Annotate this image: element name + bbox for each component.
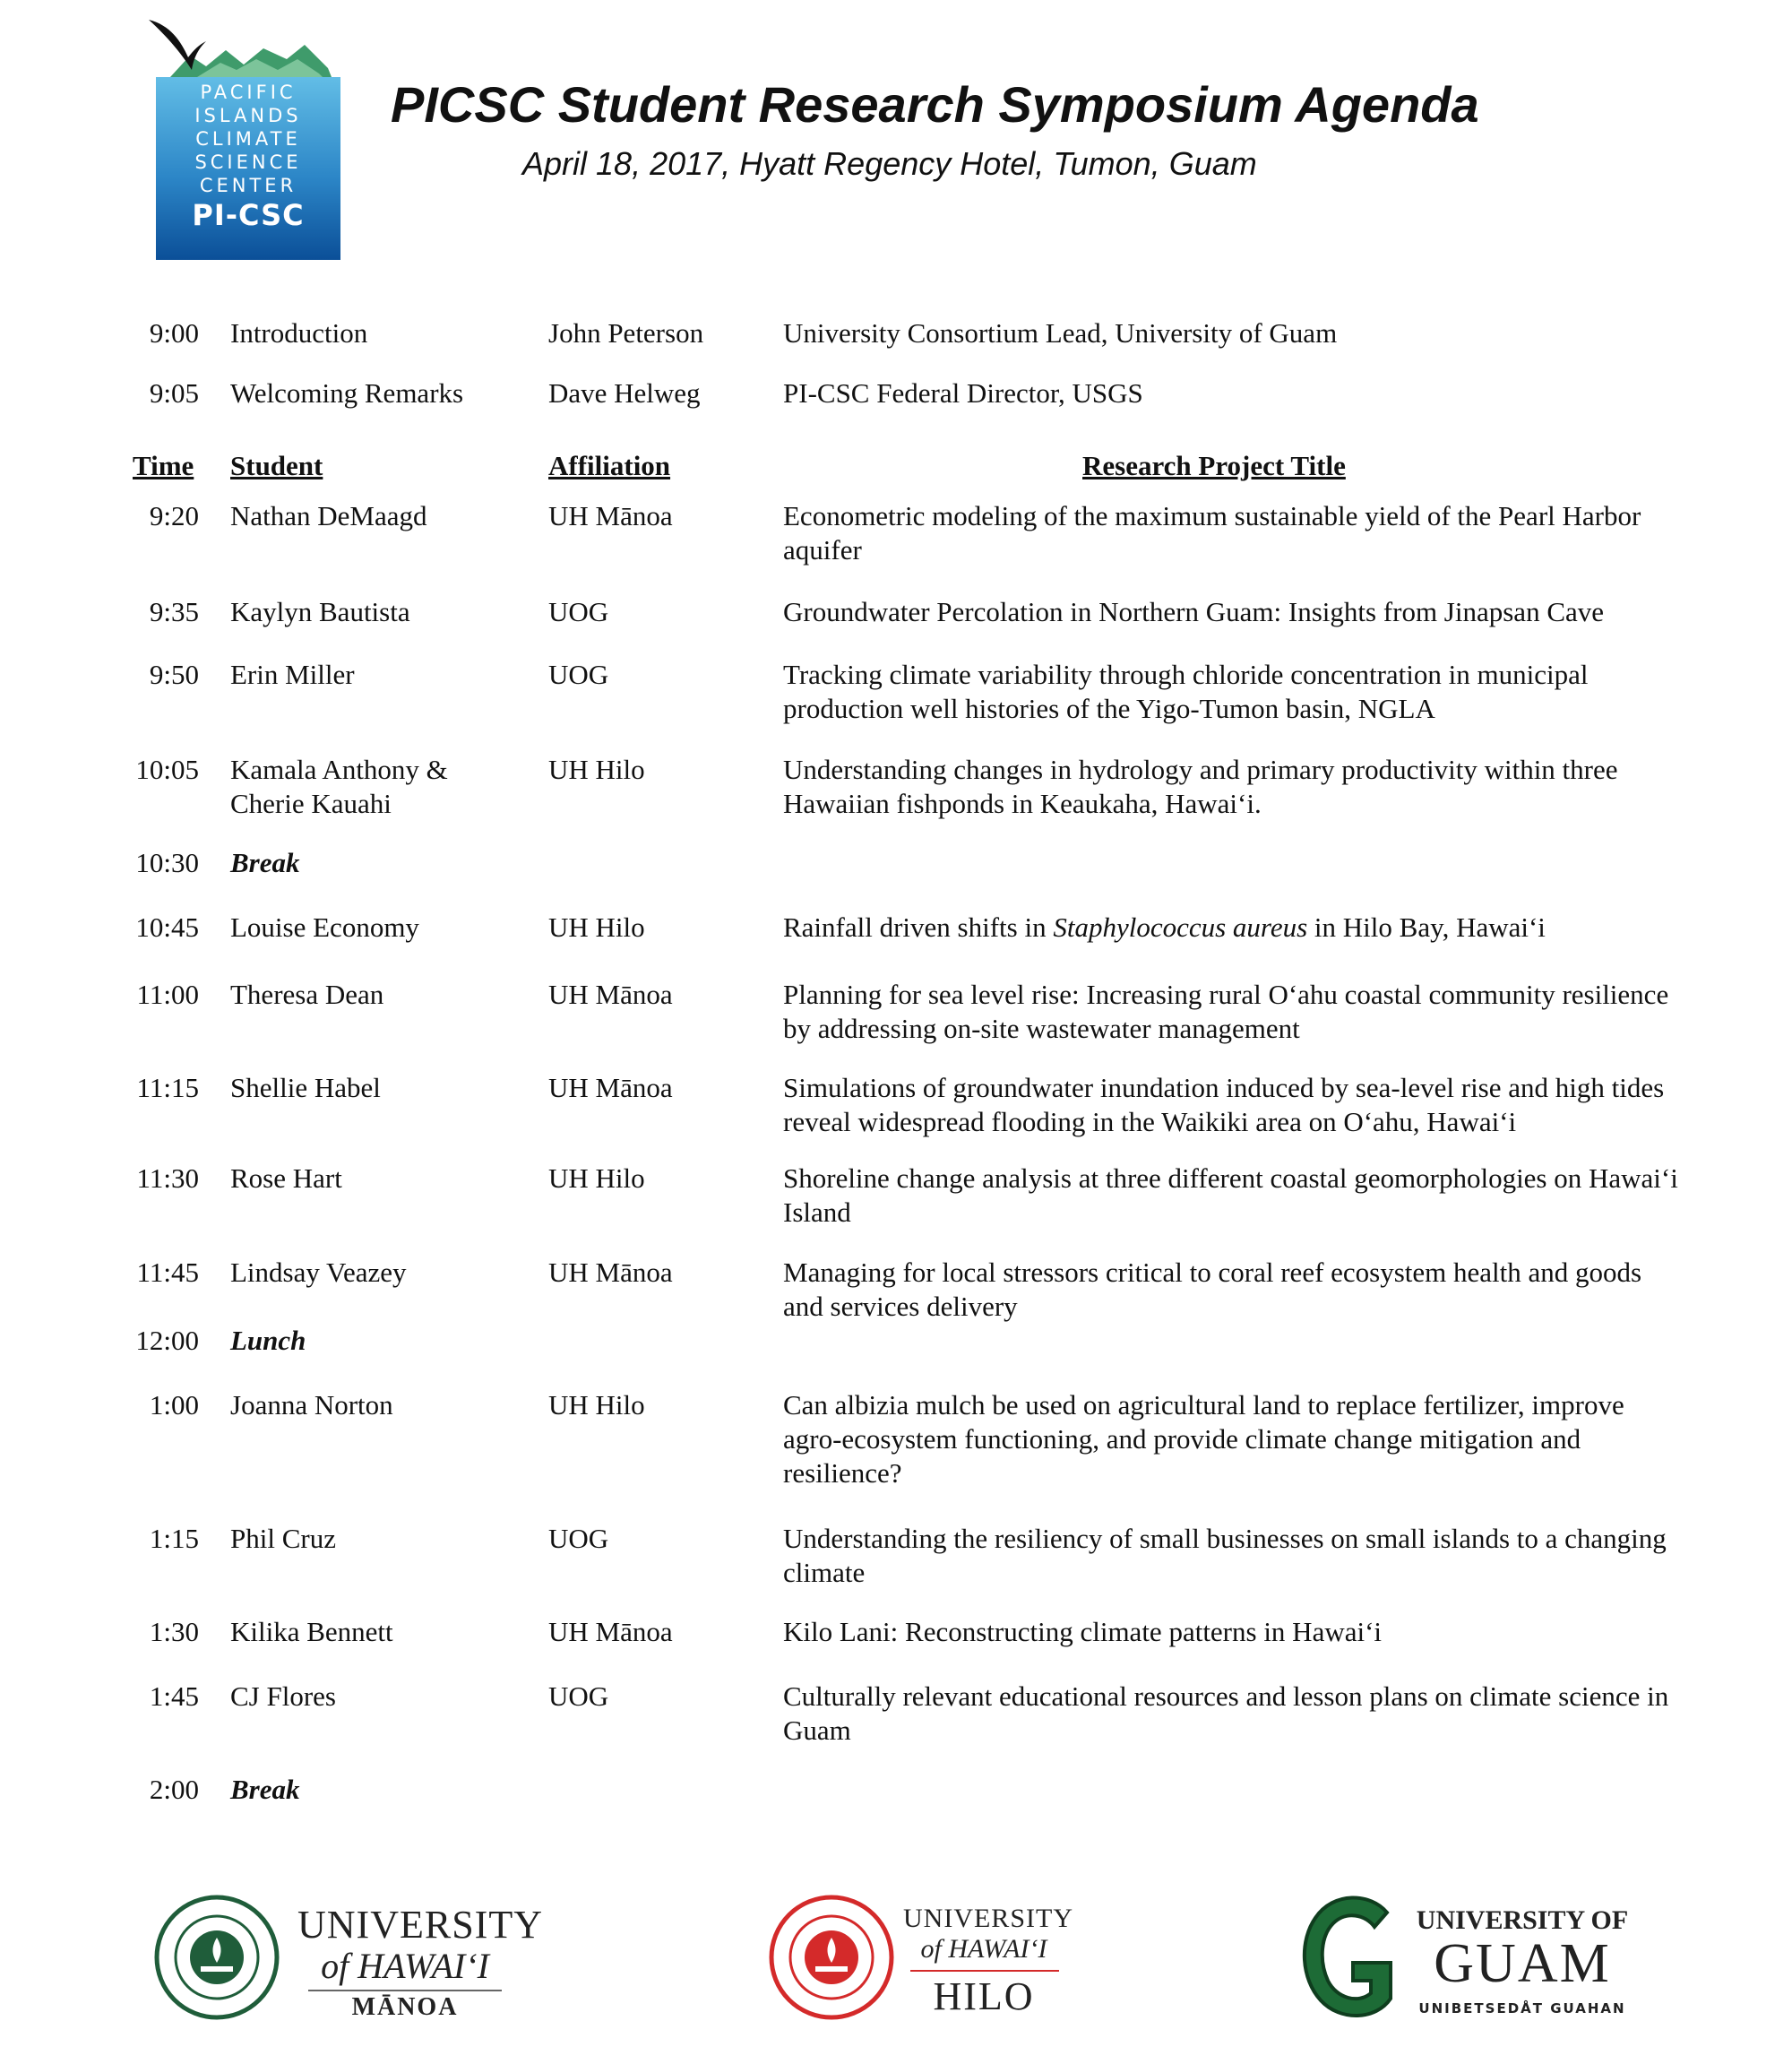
affiliation: UH Hilo xyxy=(548,754,645,785)
time: 1:30 xyxy=(149,1616,199,1647)
logo-line: CLIMATE xyxy=(195,128,301,150)
time: 1:45 xyxy=(149,1680,199,1712)
project-title: Groundwater Percolation in Northern Guam: Insights from Jinapsan Cave xyxy=(783,596,1605,627)
logo-acronym: PI-CSC xyxy=(192,198,305,232)
logo-line: CENTER xyxy=(199,175,297,196)
title-text: Rainfall driven shifts in xyxy=(783,911,1054,943)
student-name: Joanna Norton xyxy=(230,1389,393,1421)
time: 12:00 xyxy=(135,1325,199,1356)
student-name: Kamala Anthony & Cherie Kauahi xyxy=(230,754,448,819)
time: 10:30 xyxy=(135,847,199,878)
logo-line: PACIFIC xyxy=(200,82,297,103)
affiliation: UH Hilo xyxy=(548,1162,645,1194)
uh-hilo-line1: UNIVERSITY xyxy=(903,1904,1073,1933)
time: 11:15 xyxy=(136,1072,199,1103)
uh-manoa-logo xyxy=(154,1891,543,2025)
uh-seal-icon xyxy=(154,1895,280,2020)
column-header-affiliation: Affiliation xyxy=(548,450,671,481)
divider xyxy=(308,1990,502,1991)
speaker: Dave Helweg xyxy=(548,377,701,409)
project-title: Understanding the resiliency of small businesses on small islands to a changing climate xyxy=(783,1523,1667,1588)
uog-line1: UNIVERSITY OF xyxy=(1416,1905,1629,1935)
guam-g-icon xyxy=(1297,1886,1401,2025)
affiliation: UOG xyxy=(548,659,609,690)
uh-hilo-campus: HILO xyxy=(933,1974,1035,2018)
project-title: Managing for local stressors critical to coral reef ecosystem health and goods and services delivery xyxy=(783,1257,1642,1322)
project-title: Tracking climate variability through chloride concentration in municipal production well histories of the Yigo-Tumon basin, NGLA xyxy=(783,659,1589,724)
project-title: Planning for sea level rise: Increasing rural O‘ahu coastal community resilience by addressing on-site wastewater management xyxy=(783,979,1669,1044)
picsc-logo xyxy=(143,14,349,262)
page-title: PICSC Student Research Symposium Agenda xyxy=(391,76,1479,133)
uog-line2: GUAM xyxy=(1434,1933,1611,1994)
project-title xyxy=(783,911,1679,945)
affiliation: UH Mānoa xyxy=(548,1616,673,1647)
logo-line: ISLANDS xyxy=(194,105,302,126)
logo-line: SCIENCE xyxy=(194,151,302,173)
student-name: Rose Hart xyxy=(230,1162,342,1194)
divider xyxy=(910,1970,1059,1972)
speaker-role: PI-CSC Federal Director, USGS xyxy=(783,377,1143,409)
column-header-title: Research Project Title xyxy=(1082,450,1346,481)
time: 9:05 xyxy=(149,377,199,409)
affiliation: UOG xyxy=(548,1680,609,1712)
column-header-student: Student xyxy=(230,450,323,481)
student-name: Kaylyn Bautista xyxy=(230,596,410,627)
student-name: Shellie Habel xyxy=(230,1072,381,1103)
time: 1:15 xyxy=(149,1523,199,1554)
affiliation: UH Hilo xyxy=(548,1389,645,1421)
project-title: Understanding changes in hydrology and primary productivity within three Hawaiian fishponds in Keaukaha, Hawai‘i. xyxy=(783,754,1618,819)
student-name: Kilika Bennett xyxy=(230,1616,393,1647)
page-subtitle: April 18, 2017, Hyatt Regency Hotel, Tumon, Guam xyxy=(522,145,1257,182)
project-title: Kilo Lani: Reconstructing climate patterns in Hawai‘i xyxy=(783,1616,1383,1647)
student-name: Theresa Dean xyxy=(230,979,384,1010)
time: 11:30 xyxy=(136,1162,199,1194)
title-text: in Hilo Bay, Hawai‘i xyxy=(1307,911,1546,943)
uh-hilo-logo xyxy=(769,1891,1073,2025)
uog-tagline: UNIBETSEDÅT GUAHAN xyxy=(1418,2000,1626,2017)
break-label: Break xyxy=(230,847,300,878)
break-label: Break xyxy=(230,1774,300,1805)
time: 11:45 xyxy=(136,1257,199,1288)
uh-hilo-line2: of HAWAI‘I xyxy=(920,1934,1047,1964)
affiliation: UH Hilo xyxy=(548,911,645,943)
time: 10:05 xyxy=(135,754,199,785)
event-name: Welcoming Remarks xyxy=(230,377,464,409)
time: 9:20 xyxy=(149,500,199,531)
break-label: Lunch xyxy=(230,1325,306,1356)
time: 2:00 xyxy=(149,1774,199,1805)
uh-manoa-campus: MĀNOA xyxy=(351,1993,459,2021)
student-name: Erin Miller xyxy=(230,659,355,690)
student-name: Lindsay Veazey xyxy=(230,1257,407,1288)
species-name: Staphylococcus aureus xyxy=(1053,911,1308,943)
affiliation: UH Mānoa xyxy=(548,500,673,531)
affiliation: UOG xyxy=(548,1523,609,1554)
speaker-role: University Consortium Lead, University of Guam xyxy=(783,317,1338,349)
time: 1:00 xyxy=(149,1389,199,1421)
project-title: Shoreline change analysis at three different coastal geomorphologies on Hawai‘i Island xyxy=(783,1162,1678,1228)
student-name: Phil Cruz xyxy=(230,1523,336,1554)
student-name: Nathan DeMaagd xyxy=(230,500,427,531)
affiliation: UOG xyxy=(548,596,609,627)
affiliation: UH Mānoa xyxy=(548,1072,673,1103)
student-name: Louise Economy xyxy=(230,911,419,943)
time: 9:35 xyxy=(149,596,199,627)
uh-seal-icon xyxy=(769,1895,894,2020)
project-title: Can albizia mulch be used on agricultural land to replace fertilizer, improve agro-ecosystem functioning, and provide climate change mitigation and resilience? xyxy=(783,1389,1624,1489)
project-title: Simulations of groundwater inundation induced by sea-level rise and high tides reveal widespread flooding in the Waikiki area on O‘ahu, Hawai‘i xyxy=(783,1072,1665,1137)
student-name: CJ Flores xyxy=(230,1680,336,1712)
affiliation: UH Mānoa xyxy=(548,979,673,1010)
time: 9:50 xyxy=(149,659,199,690)
column-header-time: Time xyxy=(133,450,194,481)
affiliation: UH Mānoa xyxy=(548,1257,673,1288)
event-name: Introduction xyxy=(230,317,368,349)
uog-logo xyxy=(1297,1886,1638,2029)
uh-manoa-line1: UNIVERSITY xyxy=(297,1903,543,1947)
time: 11:00 xyxy=(136,979,199,1010)
uh-manoa-line2: of HAWAI‘I xyxy=(321,1946,489,1986)
project-title: Econometric modeling of the maximum sustainable yield of the Pearl Harbor aquifer xyxy=(783,500,1641,566)
speaker: John Peterson xyxy=(548,317,704,349)
time: 9:00 xyxy=(149,317,199,349)
project-title: Culturally relevant educational resources and lesson plans on climate science in Guam xyxy=(783,1680,1669,1746)
time: 10:45 xyxy=(135,911,199,943)
